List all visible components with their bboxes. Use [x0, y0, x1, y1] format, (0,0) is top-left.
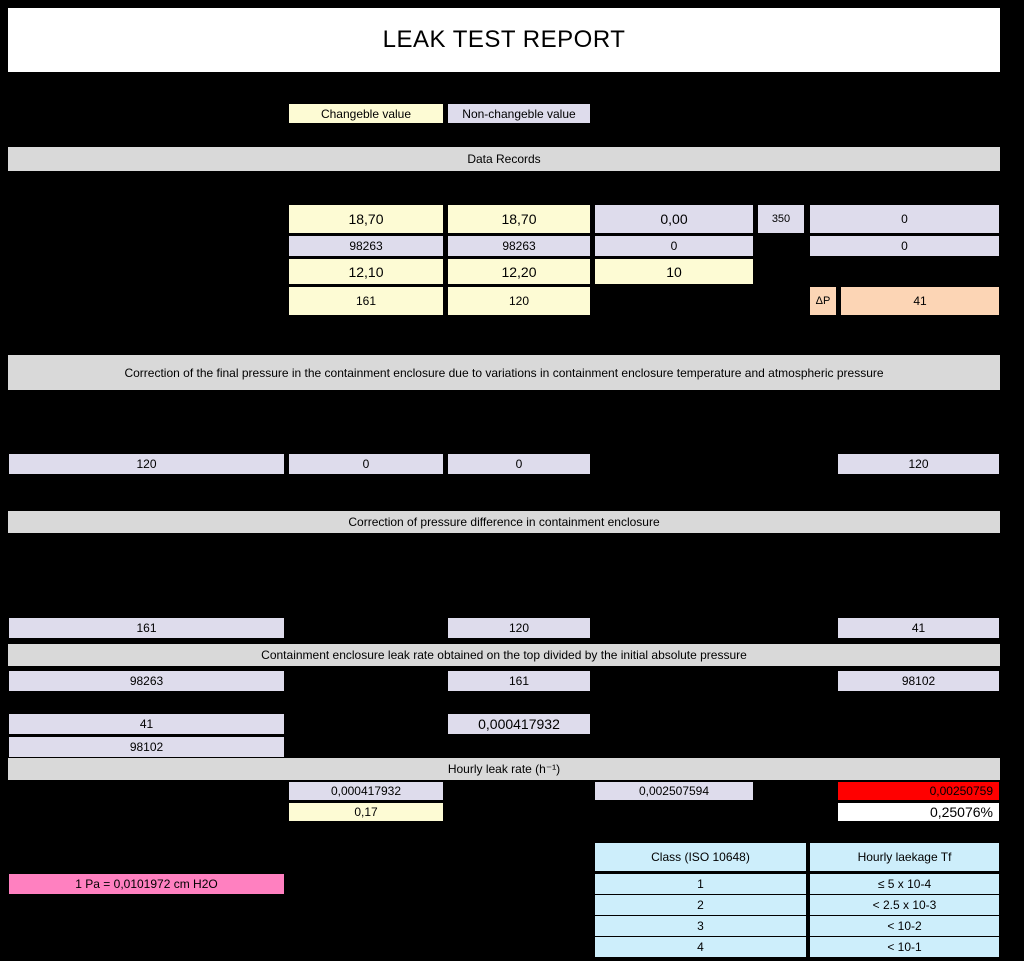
- class-table-header-class: Class (ISO 10648): [594, 842, 807, 872]
- dr-r4-c2[interactable]: 120: [447, 286, 591, 316]
- dr-r2-c2: 98263: [447, 235, 591, 257]
- dr-r4-c1[interactable]: 161: [288, 286, 444, 316]
- cf-v3: 0: [447, 453, 591, 475]
- page-title: LEAK TEST REPORT: [8, 8, 1000, 72]
- cf-v4: 120: [837, 453, 1000, 475]
- dr-r1-c4: 350: [757, 204, 805, 234]
- dr-r3-c1[interactable]: 12,10: [288, 258, 444, 285]
- lrd-v2: 161: [447, 670, 591, 692]
- class-table-row-class-2: 2: [594, 894, 807, 916]
- section-data-records: Data Records: [8, 147, 1000, 171]
- cf-v2: 0: [288, 453, 444, 475]
- class-table-row-value-2: < 2.5 x 10-3: [809, 894, 1000, 916]
- class-table-row-class-4: 4: [594, 936, 807, 958]
- cd-v2: 120: [447, 617, 591, 639]
- lrd-n1: 41: [8, 713, 285, 735]
- dr-r1-c1[interactable]: 18,70: [288, 204, 444, 234]
- dr-r2-c5: 0: [809, 235, 1000, 257]
- delta-p-label: ΔP: [809, 286, 837, 316]
- dr-r1-c3: 0,00: [594, 204, 754, 234]
- class-table-row-class-3: 3: [594, 915, 807, 937]
- lrd-v1: 98263: [8, 670, 285, 692]
- dr-r2-c1: 98263: [288, 235, 444, 257]
- lrd-v3: 98102: [837, 670, 1000, 692]
- cd-v1: 161: [8, 617, 285, 639]
- dr-r1-c5: 0: [809, 204, 1000, 234]
- hourly-v4: 0,00250759: [837, 781, 1000, 801]
- legend-changeable: Changeble value: [288, 103, 444, 124]
- dr-r3-c2[interactable]: 12,20: [447, 258, 591, 285]
- dr-r2-c3: 0: [594, 235, 754, 257]
- hourly-v2[interactable]: 0,17: [288, 802, 444, 822]
- lrd-result: 0,000417932: [447, 713, 591, 735]
- section-correction-pressure-difference: Correction of pressure difference in containment enclosure: [8, 511, 1000, 533]
- class-table-row-value-4: < 10-1: [809, 936, 1000, 958]
- section-correction-final-pressure: Correction of the final pressure in the containment enclosure due to variations in containment enclosure temperature and atmospheric pressure: [8, 355, 1000, 390]
- dr-r1-c2[interactable]: 18,70: [447, 204, 591, 234]
- section-hourly-leak-rate: Hourly leak rate (h⁻¹): [8, 758, 1000, 780]
- cd-v3: 41: [837, 617, 1000, 639]
- lrd-n2: 98102: [8, 736, 285, 758]
- dr-r3-c3[interactable]: 10: [594, 258, 754, 285]
- class-table-row-value-3: < 10-2: [809, 915, 1000, 937]
- section-leak-rate-divided: Containment enclosure leak rate obtained on the top divided by the initial absolute pressure: [8, 644, 1000, 666]
- conversion-note: 1 Pa = 0,0101972 cm H2O: [8, 873, 285, 895]
- hourly-v5: 0,25076%: [837, 802, 1000, 822]
- cf-v1: 120: [8, 453, 285, 475]
- class-table-row-value-1: ≤ 5 x 10-4: [809, 873, 1000, 895]
- hourly-v3: 0,002507594: [594, 781, 754, 801]
- delta-p-value: 41: [840, 286, 1000, 316]
- class-table-header-leakage: Hourly laekage Tf: [809, 842, 1000, 872]
- class-table-row-class-1: 1: [594, 873, 807, 895]
- legend-non-changeable: Non-changeble value: [447, 103, 591, 124]
- hourly-v1: 0,000417932: [288, 781, 444, 801]
